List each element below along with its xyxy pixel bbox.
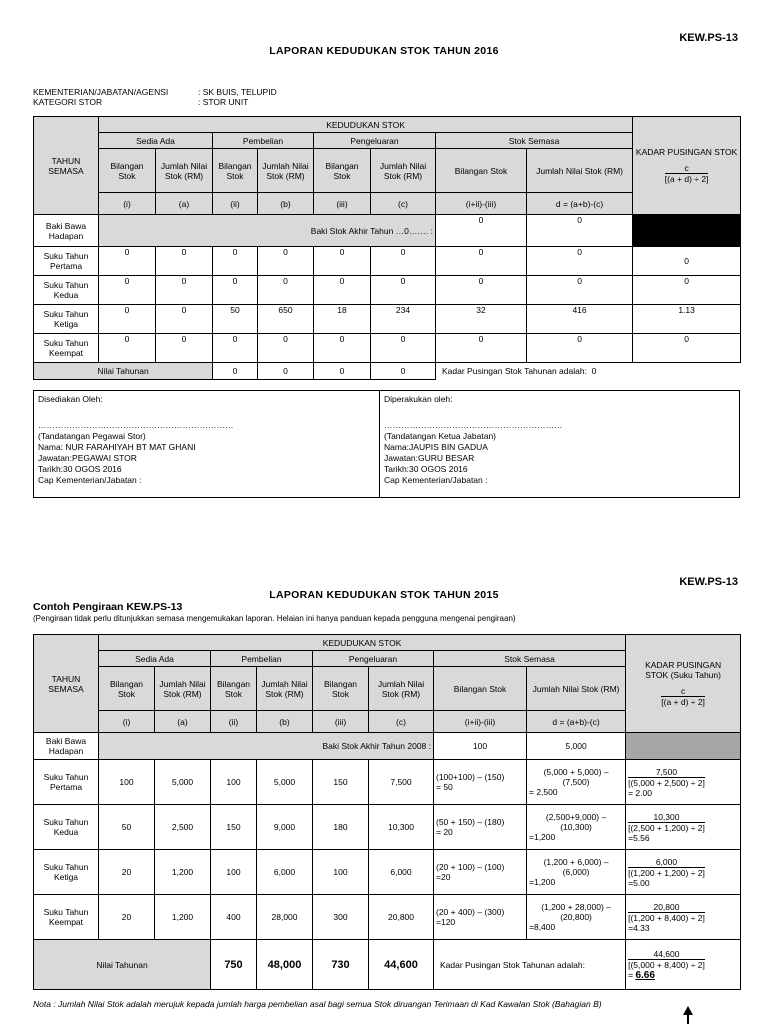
- sign-stamp: Cap Kementerian/Jabatan :: [384, 475, 488, 485]
- cell: 0: [314, 363, 371, 380]
- cell: 0: [371, 276, 436, 305]
- signature-line: ………………………………………………………: [384, 420, 563, 430]
- sign-date: Tarikh:30 OGOS 2016: [384, 464, 468, 474]
- cell: 5,000: [527, 733, 626, 760]
- sub-header: Bilangan Stok: [434, 667, 527, 711]
- kadar-cell: 0: [633, 334, 741, 363]
- calc-result: = 2,500: [529, 787, 558, 797]
- meta-value: : SK BUIS, TELUPID: [198, 87, 277, 97]
- sign-name: Nama: NUR FARAHIYAH BT MAT GHANI: [38, 442, 196, 452]
- sign-gap: [384, 405, 735, 420]
- cell: 18: [314, 305, 371, 334]
- calc-result: =8,400: [529, 922, 556, 932]
- kadar-result: =4.33: [628, 922, 650, 933]
- cell: 5,000: [257, 760, 313, 805]
- sign-date: Tarikh:30 OGOS 2016: [38, 464, 122, 474]
- report-meta: [33, 87, 277, 107]
- report-title: LAPORAN KEDUDUKAN STOK TAHUN 2016: [269, 45, 499, 57]
- sign-position: Jawatan:GURU BESAR: [384, 453, 475, 463]
- sub-header: Jumlah Nilai Stok (RM): [527, 667, 626, 711]
- group-sedia-ada: Sedia Ada: [99, 651, 211, 667]
- sub-header: Jumlah Nilai Stok (RM): [527, 149, 633, 193]
- fraction-numerator: 7,500: [628, 767, 705, 778]
- code-cell: d = (a+b)-(c): [527, 193, 633, 215]
- arrow-line: [687, 1014, 689, 1024]
- fraction-denominator: [(5,000 + 8,400) ÷ 2]: [628, 959, 705, 970]
- cell: 7,500: [369, 760, 434, 805]
- calc-cell: [434, 850, 527, 895]
- cell: 0: [436, 334, 527, 363]
- cell: 300: [313, 895, 369, 940]
- cell: 400: [211, 895, 257, 940]
- sub-header: Bilangan Stok: [314, 149, 371, 193]
- cell: 0: [156, 334, 213, 363]
- cell: 0: [314, 276, 371, 305]
- calc-cell: [434, 805, 527, 850]
- cell: 9,000: [257, 805, 313, 850]
- cell: 2,500: [155, 805, 211, 850]
- code-cell: (i): [99, 193, 156, 215]
- code-cell: (c): [371, 193, 436, 215]
- kadar-fraction: [628, 902, 705, 923]
- kadar-calc: [626, 760, 741, 805]
- meta-row: [33, 97, 277, 107]
- sign-position: Jawatan:PEGAWAI STOR: [38, 453, 137, 463]
- row-label: Suku Tahun Kedua: [34, 276, 99, 305]
- kadar-tahunan-calc: [626, 940, 741, 990]
- cell: 1,200: [155, 850, 211, 895]
- sub-header: Jumlah Nilai Stok (RM): [257, 667, 313, 711]
- cell: 10,300: [369, 805, 434, 850]
- col-header-kadar: [633, 117, 741, 215]
- kadar-fraction: [628, 949, 705, 970]
- code-cell: (b): [258, 193, 314, 215]
- calc-result: =1,200: [529, 877, 556, 887]
- group-stok-semasa: Stok Semasa: [434, 651, 626, 667]
- baki-text: Baki Stok Akhir Tahun …0……. :: [99, 215, 436, 247]
- code-cell: (c): [369, 711, 434, 733]
- col-header-tahun: TAHUN SEMASA: [34, 635, 99, 733]
- cell: 0: [156, 247, 213, 276]
- sub-header: Bilangan Stok: [213, 149, 258, 193]
- calc-expr: (20 + 400) – (300): [436, 907, 505, 917]
- kadar-tahunan-label: Kadar Pusingan Stok Tahunan adalah:: [442, 366, 587, 377]
- blacked-cell: [633, 215, 741, 247]
- cell: 50: [213, 305, 258, 334]
- formula-denominator: [(a + d) ÷ 2]: [661, 697, 705, 707]
- row-label: Suku Tahun Keempat: [34, 334, 99, 363]
- cell: 234: [371, 305, 436, 334]
- fraction-denominator: [(1,200 + 1,200) ÷ 2]: [628, 867, 705, 878]
- formula-numerator: c: [665, 163, 709, 174]
- fraction-denominator: [(5,000 + 2,500) ÷ 2]: [628, 777, 705, 788]
- result-prefix: =: [628, 969, 636, 980]
- footnote: Nota : Jumlah Nilai Stok adalah merujuk kepada jumlah harga pembelian asal bagi semua Stok diruangan Terimaan di Kad Kawalan Stok (Bahagian B): [33, 999, 602, 1009]
- cell: 20: [99, 850, 155, 895]
- cell: 100: [434, 733, 527, 760]
- kadar-tahunan-result: [628, 970, 738, 981]
- example-heading: Contoh Pengiraan KEW.PS-13: [33, 601, 183, 613]
- kadar-cell: 1.13: [633, 305, 741, 334]
- form-code: KEW.PS-13: [679, 32, 738, 44]
- table-row: [34, 895, 741, 940]
- stock-table-2016: [33, 116, 741, 380]
- row-label: Suku Tahun Ketiga: [34, 850, 99, 895]
- cell: 6,000: [257, 850, 313, 895]
- signature-approved: [379, 391, 739, 497]
- calc-cell: [434, 895, 527, 940]
- sign-line: Disediakan Oleh:: [38, 394, 103, 404]
- sub-header: Bilangan Stok: [313, 667, 369, 711]
- calc-cell: [434, 760, 527, 805]
- calc-cell: [527, 895, 626, 940]
- calc-result: = 20: [436, 827, 453, 837]
- kadar-cell: 0: [633, 276, 741, 305]
- code-cell: (b): [257, 711, 313, 733]
- signature-prepared: [34, 391, 379, 497]
- col-header-kadar: [626, 635, 741, 733]
- kadar-calc: [626, 850, 741, 895]
- kadar-title: KADAR PUSINGAN STOK (Suku Tahun): [645, 660, 722, 680]
- row-label: Suku Tahun Pertama: [34, 760, 99, 805]
- sign-line: Diperakukan oleh:: [384, 394, 453, 404]
- cell: 50: [99, 805, 155, 850]
- kadar-result: = 2.00: [628, 787, 652, 798]
- group-pengeluaran: Pengeluaran: [313, 651, 434, 667]
- kadar-result: =5.56: [628, 832, 650, 843]
- cell: 0: [213, 276, 258, 305]
- sub-header: Bilangan Stok: [99, 149, 156, 193]
- total-cell: 44,600: [369, 940, 434, 990]
- col-header-tahun: TAHUN SEMASA: [34, 117, 99, 215]
- cell: 0: [436, 276, 527, 305]
- cell: 0: [258, 334, 314, 363]
- cell: 0: [527, 215, 633, 247]
- cell: 650: [258, 305, 314, 334]
- kadar-calc: [626, 805, 741, 850]
- cell: 100: [99, 760, 155, 805]
- code-cell: d = (a+b)-(c): [527, 711, 626, 733]
- sub-header: Jumlah Nilai Stok (RM): [156, 149, 213, 193]
- cell: 0: [314, 247, 371, 276]
- signature-line: ……………………………………………………………: [38, 420, 234, 430]
- calc-expr: (1,200 + 28,000) – (20,800): [541, 902, 611, 922]
- table-row: [34, 247, 741, 276]
- kadar-formula: [665, 163, 709, 184]
- cell: 0: [99, 334, 156, 363]
- cell: 28,000: [257, 895, 313, 940]
- calc-cell: [527, 850, 626, 895]
- total-cell: 750: [211, 940, 257, 990]
- row-label: Suku Tahun Keempat: [34, 895, 99, 940]
- total-cell: 48,000: [257, 940, 313, 990]
- table-row: [34, 276, 741, 305]
- sub-header: Jumlah Nilai Stok (RM): [155, 667, 211, 711]
- report-title: LAPORAN KEDUDUKAN STOK TAHUN 2015: [269, 589, 499, 601]
- cell: 0: [99, 305, 156, 334]
- kadar-cell: 0: [633, 247, 741, 276]
- meta-label: KEMENTERIAN/JABATAN/AGENSI: [33, 87, 169, 97]
- table-row: [34, 334, 741, 363]
- cell: 0: [156, 305, 213, 334]
- sign-stamp: Cap Kementerian/Jabatan :: [38, 475, 142, 485]
- cell: 1,200: [155, 895, 211, 940]
- meta-value: : STOR UNIT: [198, 97, 249, 107]
- kadar-formula: [661, 686, 705, 707]
- code-cell: (i): [99, 711, 155, 733]
- cell: 100: [211, 850, 257, 895]
- kadar-fraction: [628, 812, 705, 833]
- cell: 100: [313, 850, 369, 895]
- code-cell: (a): [155, 711, 211, 733]
- cell: 0: [371, 247, 436, 276]
- nilai-tahunan-label: Nilai Tahunan: [34, 940, 211, 990]
- total-cell: 730: [313, 940, 369, 990]
- cell: 180: [313, 805, 369, 850]
- code-cell: (i+ii)-(iii): [436, 193, 527, 215]
- cell: 0: [213, 247, 258, 276]
- example-subheading: (Pengiraan tidak perlu ditunjukkan semasa mengemukakan laporan. Helaian ini hanya panduan kepada pengguna mengenai pengiraan): [33, 614, 516, 623]
- row-label: Baki Bawa Hadapan: [34, 215, 99, 247]
- cell: 0: [371, 334, 436, 363]
- table-row-total: [34, 940, 741, 990]
- kadar-tahunan: [436, 363, 741, 380]
- sub-header: Jumlah Nilai Stok (RM): [369, 667, 434, 711]
- sub-header: Jumlah Nilai Stok (RM): [371, 149, 436, 193]
- table-row-total: [34, 363, 741, 380]
- fraction-numerator: 20,800: [628, 902, 705, 913]
- sub-header: Jumlah Nilai Stok (RM): [258, 149, 314, 193]
- table-row: [34, 760, 741, 805]
- kadar-fraction: [628, 857, 705, 878]
- cell: 0: [258, 276, 314, 305]
- calc-result: = 50: [436, 782, 453, 792]
- group-pengeluaran: Pengeluaran: [314, 133, 436, 149]
- calc-result: =120: [436, 917, 456, 927]
- baki-text: Baki Stok Akhir Tahun 2008 :: [99, 733, 434, 760]
- fraction-numerator: 44,600: [628, 949, 705, 960]
- table-row: [34, 850, 741, 895]
- row-label: Suku Tahun Pertama: [34, 247, 99, 276]
- table-row: [34, 805, 741, 850]
- calc-result: =1,200: [529, 832, 556, 842]
- cell: 20: [99, 895, 155, 940]
- nilai-tahunan-label: Nilai Tahunan: [34, 363, 213, 380]
- kadar-tahunan-value: 0: [591, 366, 597, 377]
- cell: 0: [371, 363, 436, 380]
- col-header-kedudukan: KEDUDUKAN STOK: [99, 635, 626, 651]
- code-cell: (ii): [213, 193, 258, 215]
- code-cell: (iii): [313, 711, 369, 733]
- fraction-denominator: [(1,200 + 8,400) ÷ 2]: [628, 912, 705, 923]
- cell: 32: [436, 305, 527, 334]
- cell: 0: [436, 215, 527, 247]
- sign-line: (Tandatangan Pegawai Stor): [38, 431, 146, 441]
- cell: 100: [211, 760, 257, 805]
- cell: 0: [258, 363, 314, 380]
- code-cell: (iii): [314, 193, 371, 215]
- sub-header: Bilangan Stok: [436, 149, 527, 193]
- row-label: Suku Tahun Kedua: [34, 805, 99, 850]
- signature-box: [33, 390, 740, 498]
- group-pembelian: Pembelian: [213, 133, 314, 149]
- cell: 20,800: [369, 895, 434, 940]
- code-cell: (i+ii)-(iii): [434, 711, 527, 733]
- sign-line: (Tandatangan Ketua Jabatan): [384, 431, 497, 441]
- calc-expr: (100+100) – (150): [436, 772, 505, 782]
- calc-result: =20: [436, 872, 451, 882]
- calc-expr: (20 + 100) – (100): [436, 862, 505, 872]
- kadar-fraction: [628, 767, 705, 788]
- sign-name: Nama:JAUPIS BIN GADUA: [384, 442, 488, 452]
- formula-numerator: c: [661, 686, 705, 697]
- group-sedia-ada: Sedia Ada: [99, 133, 213, 149]
- cell: 150: [211, 805, 257, 850]
- col-header-kedudukan: KEDUDUKAN STOK: [99, 117, 633, 133]
- cell: 0: [436, 247, 527, 276]
- cell: 5,000: [155, 760, 211, 805]
- shaded-cell: [626, 733, 741, 760]
- sub-header: Bilangan Stok: [211, 667, 257, 711]
- fraction-denominator: [(2,500 + 1,200) ÷ 2]: [628, 822, 705, 833]
- cell: 0: [527, 276, 633, 305]
- stock-table-2015: [33, 634, 741, 990]
- kadar-tahunan-label: Kadar Pusingan Stok Tahunan adalah:: [434, 940, 626, 990]
- result-value: 6.66: [635, 969, 655, 981]
- cell: 0: [213, 363, 258, 380]
- code-cell: (a): [156, 193, 213, 215]
- kadar-calc: [626, 895, 741, 940]
- group-stok-semasa: Stok Semasa: [436, 133, 633, 149]
- table-row: [34, 305, 741, 334]
- sign-gap: [38, 405, 375, 420]
- cell: 6,000: [369, 850, 434, 895]
- kadar-title: KADAR PUSINGAN STOK: [635, 147, 738, 157]
- form-code: KEW.PS-13: [679, 576, 738, 588]
- calc-expr: (5,000 + 5,000) – (7,500): [543, 767, 609, 787]
- cell: 0: [314, 334, 371, 363]
- calc-expr: (2,500+9,000) – (10,300): [545, 812, 607, 832]
- row-label: Suku Tahun Ketiga: [34, 305, 99, 334]
- code-cell: (ii): [211, 711, 257, 733]
- cell: 0: [527, 247, 633, 276]
- calc-cell: [527, 760, 626, 805]
- calc-expr: (1,200 + 6,000) – (6,000): [543, 857, 609, 877]
- calc-cell: [527, 805, 626, 850]
- formula-denominator: [(a + d) ÷ 2]: [664, 174, 709, 184]
- kadar-result: =5.00: [628, 877, 650, 888]
- cell: 0: [156, 276, 213, 305]
- fraction-numerator: 6,000: [628, 857, 705, 868]
- cell: 0: [99, 276, 156, 305]
- group-pembelian: Pembelian: [211, 651, 313, 667]
- fraction-numerator: 10,300: [628, 812, 705, 823]
- sub-header: Bilangan Stok: [99, 667, 155, 711]
- row-label: Baki Bawa Hadapan: [34, 733, 99, 760]
- meta-row: [33, 87, 277, 97]
- cell: 0: [99, 247, 156, 276]
- cell: 150: [313, 760, 369, 805]
- cell: 416: [527, 305, 633, 334]
- cell: 0: [213, 334, 258, 363]
- meta-label: KATEGORI STOR: [33, 97, 103, 107]
- cell: 0: [527, 334, 633, 363]
- cell: 0: [258, 247, 314, 276]
- calc-expr: (50 + 150) – (180): [436, 817, 505, 827]
